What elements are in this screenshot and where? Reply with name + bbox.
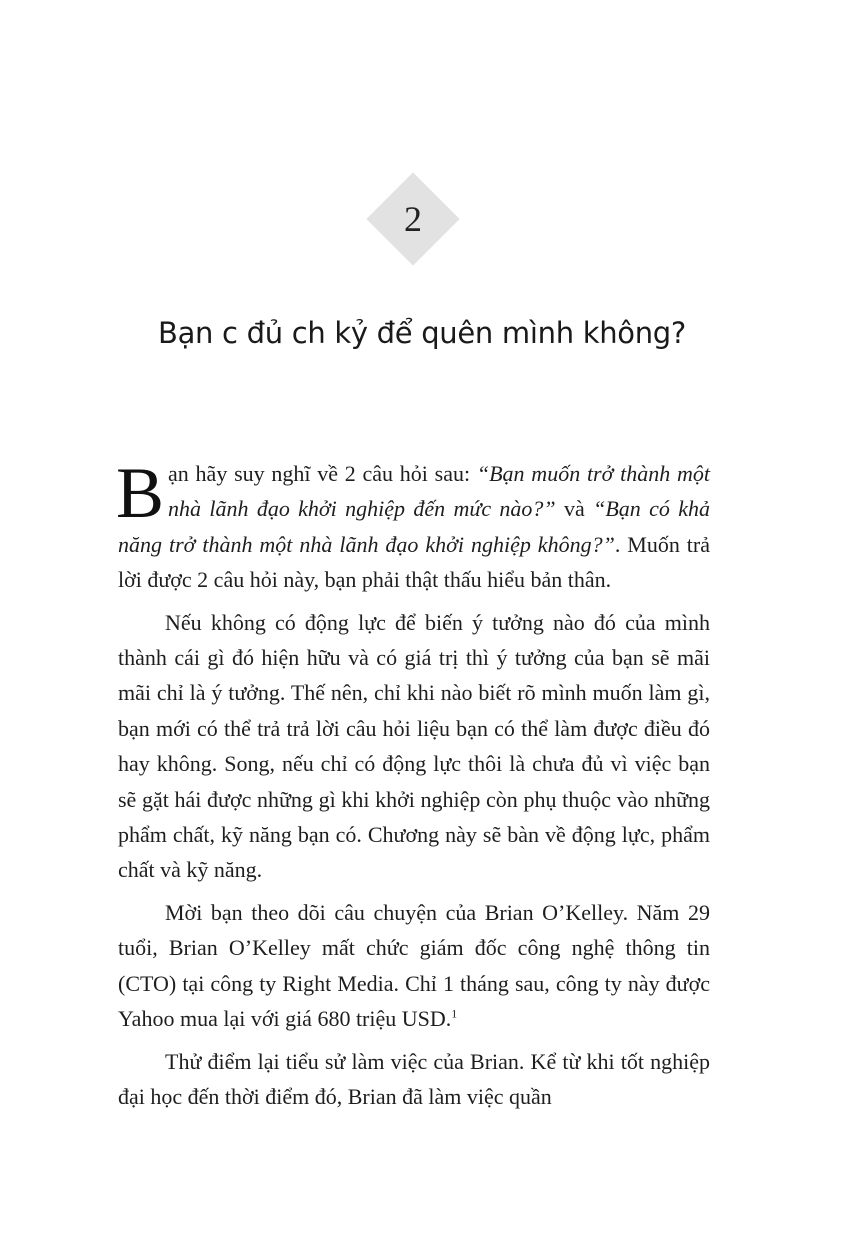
paragraph-1-text-c: . Muốn trả lời được 2 câu hỏi này, bạn phải thật thấu hiểu bản thân. [118,531,711,593]
chapter-number: 2 [404,199,422,239]
body-text [116,453,711,1121]
paragraph-1-text-a: ạn hãy suy nghĩ về 2 câu hỏi sau: [168,461,477,486]
paragraph-3-text: Mời bạn theo dõi câu chuyện của Brian O’Kelley. Năm 29 tuổi, Brian O’Kelley mất chức giám đốc công nghệ thông tin (CTO) tại công ty Right Media. Chỉ 1 tháng sau, công ty này được Yahoo mua lại với giá 680 triệu USD. [118,899,710,1032]
footnote-reference: 1 [451,1006,458,1021]
drop-cap: B [116,453,165,533]
paragraph-2: Nếu không có động lực để biến ý tưởng nào đó của mình thành cái gì đó hiện hữu và có giá trị thì ý tưởng của bạn sẽ mãi mãi chỉ là ý tưởng. Thế nên, chỉ khi nào biết rõ mình muốn làm gì, bạn mới có thể trả trả lời câu hỏi liệu bạn có thể làm được điều đó hay không. Song, nếu chỉ có động lực thôi là chưa đủ vì việc bạn sẽ gặt hái được những gì khi khởi nghiệp còn phụ thuộc vào những phẩm chất, kỹ năng bạn có. Chương này sẽ bàn về động lực, phẩm chất và kỹ năng. [118,609,710,883]
chapter-title: Bạn c đủ ch kỷ để quên mình không? [157,316,687,350]
paragraph-1-text-b: và [555,496,594,522]
paragraph-4: Thử điểm lại tiểu sử làm việc của Brian. Kể từ khi tốt nghiệp đại học đến thời điểm đó, Brian đã làm việc quần [118,1048,710,1109]
paragraph-3 [118,895,710,1037]
paragraph-1 [116,453,711,598]
question-2: “Bạn có khả năng trở thành một nhà lãnh đạo khởi nghiệp không?” [118,496,711,557]
question-1: “Bạn muốn trở thành một nhà lãnh đạo khởi nghiệp đến mức nào?” [168,461,710,522]
